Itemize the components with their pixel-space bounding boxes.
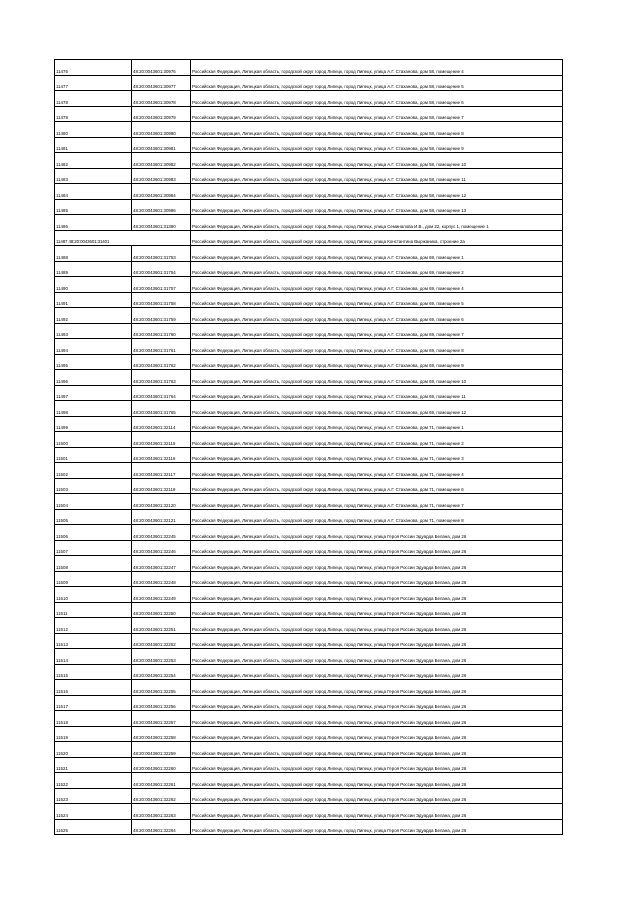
address-cell: Российская Федерация, Липецкая область, городской округ город Липецк, город Липецк, улица А.Г. Стаханова, дом 58, помещение 4 [191,60,563,76]
cadastral-number-cell: 48:20:0043601:32256 [132,695,191,711]
row-number-cell: 11486 [55,215,132,231]
table-row [55,447,563,463]
row-number-cell: 11517 [55,695,132,711]
cadastral-number-cell: 48:20:0043601:32261 [132,773,191,789]
cadastral-number-cell: 48:20:0043601:30979 [132,106,191,122]
row-number-cell: 11479 [55,106,132,122]
cadastral-number-cell: 48:20:0043601:32115 [132,432,191,448]
cadastral-number-cell: 48:20:0043601:32263 [132,804,191,820]
cadastral-number-cell: 48:20:0043601:32246 [132,540,191,556]
address-cell: Российская Федерация, Липецкая область, городской округ город Липецк, город Липецк, улица Героя России Эдуарда Белана, дом 26 [191,618,563,634]
row-number-cell: 11489 [55,261,132,277]
cadastral-number-cell: 48:20:0043601:32251 [132,618,191,634]
cadastral-number-cell: 48:20:0043601:31390 [132,215,191,231]
cadastral-number-cell: 48:20:0043601:32120 [132,494,191,510]
row-number-cell: 11519 [55,726,132,742]
address-cell: Российская Федерация, Липецкая область, городской округ город Липецк, город Липецк, улица А.Г. Стаханова, дом 69, помещение 8 [191,339,563,355]
address-cell: Российская Федерация, Липецкая область, городской округ город Липецк, город Липецк, улица А.Г. Стаханова, дом 58, помещение 5 [191,75,563,91]
address-cell: Российская Федерация, Липецкая область, городской округ город Липецк, город Липецк, улица Героя России Эдуарда Белана, дом 26 [191,525,563,541]
cadastral-number-cell: 48:20:0043601:31760 [132,323,191,339]
table-row [55,199,563,215]
cadastral-number-cell: 48:20:0043601:32259 [132,742,191,758]
cadastral-number-cell: 48:20:0043601:31757 [132,277,191,293]
address-cell: Российская Федерация, Липецкая область, городской округ город Липецк, город Липецк, улица Героя России Эдуарда Белана, дом 26 [191,819,563,835]
cadastral-number-cell: 48:20:0043601:32248 [132,571,191,587]
row-number-cell: 11524 [55,804,132,820]
address-cell: Российская Федерация, Липецкая область, городской округ город Липецк, город Липецк, улица А.Г. Стаханова, дом 58, помещение 12 [191,184,563,200]
cadastral-number-cell: 48:20:0043601:32257 [132,711,191,727]
row-number-cell: 11515 [55,664,132,680]
table-row [55,60,563,76]
cadastral-number-cell: 48:20:0043601:31761 [132,339,191,355]
address-cell: Российская Федерация, Липецкая область, городской округ город Липецк, город Липецк, улица Героя России Эдуарда Белана, дом 26 [191,773,563,789]
cadastral-number-cell: 48:20:0043601:32264 [132,819,191,835]
cadastral-number-cell: 48:20:0043601:32116 [132,447,191,463]
row-number-cell: 11482 [55,153,132,169]
row-number-cell: 11510 [55,587,132,603]
address-cell: Российская Федерация, Липецкая область, городской округ город Липецк, город Липецк, улица А.Г. Стаханова, дом 69, помещение 11 [191,385,563,401]
table-row [55,478,563,494]
address-cell: Российская Федерация, Липецкая область, городской округ город Липецк, город Липецк, улица А.Г. Стаханова, дом 71, помещение 4 [191,463,563,479]
row-number-cell: 11521 [55,757,132,773]
cadastral-number-cell: 48:20:0043601:30986 [132,199,191,215]
table-body [55,60,563,835]
row-number-cell: 11508 [55,556,132,572]
table-row [55,370,563,386]
cadastral-number-cell: 48:20:0043601:32249 [132,587,191,603]
row-number-cell: 11492 [55,308,132,324]
address-cell: Российская Федерация, Липецкая область, городской округ город Липецк, город Липецк, улица А.Г. Стаханова, дом 58, помещение 7 [191,106,563,122]
table-row [55,106,563,122]
cadastral-number-cell: 48:20:0043601:32254 [132,664,191,680]
cadastral-number-cell: 48:20:0043601:32118 [132,478,191,494]
cadastral-number-cell: 48:20:0043601:30980 [132,122,191,138]
address-cell: Российская Федерация, Липецкая область, городской округ город Липецк, город Липецк, улица А.Г. Стаханова, дом 71, помещение 3 [191,447,563,463]
cadastral-number-cell: 48:20:0043601:32252 [132,633,191,649]
row-number-cell: 11481 [55,137,132,153]
table-row [55,432,563,448]
address-cell: Российская Федерация, Липецкая область, городской округ город Липецк, город Липецк, улица Героя России Эдуарда Белана, дом 26 [191,571,563,587]
table-row [55,773,563,789]
cadastral-number-cell: 48:20:0043601:32245 [132,525,191,541]
cadastral-number-cell: 48:20:0043601:32260 [132,757,191,773]
table-row [55,525,563,541]
row-number-cell: 11478 [55,91,132,107]
row-number-cell: 11484 [55,184,132,200]
address-cell: Российская Федерация, Липецкая область, городской округ город Липецк, город Липецк, улица Героя России Эдуарда Белана, дом 26 [191,556,563,572]
table-row [55,184,563,200]
table-row [55,168,563,184]
table-row [55,618,563,634]
address-cell: Российская Федерация, Липецкая область, городской округ город Липецк, город Липецк, улица А.Г. Стаханова, дом 58, помещение 8 [191,122,563,138]
table-row [55,742,563,758]
address-cell: Российская Федерация, Липецкая область, городской округ город Липецк, город Липецк, улица А.Г. Стаханова, дом 69, помещение 9 [191,354,563,370]
row-number-cell: 11520 [55,742,132,758]
cadastral-number-cell: 48:20:0043601:30981 [132,137,191,153]
row-number-cell: 11498 [55,401,132,417]
row-number-cell: 11502 [55,463,132,479]
table-row [55,277,563,293]
table-row [55,153,563,169]
cadastral-number-cell: 48:20:0043601:31759 [132,308,191,324]
cadastral-number-cell: 48:20:0043601:32262 [132,788,191,804]
cadastral-number-cell: 48:20:0043601:32117 [132,463,191,479]
table-row [55,416,563,432]
address-cell: Российская Федерация, Липецкая область, городской округ город Липецк, город Липецк, улица А.Г. Стаханова, дом 71, помещение 2 [191,432,563,448]
cadastral-number-cell: 48:20:0043601:31753 [132,246,191,262]
table-row [55,308,563,324]
row-number-cell: 11490 [55,277,132,293]
cadastral-number-cell: 48:20:0043601:32121 [132,509,191,525]
row-number-cell: 11499 [55,416,132,432]
table-row [55,230,563,246]
address-cell: Российская Федерация, Липецкая область, городской округ город Липецк, город Липецк, улица Героя России Эдуарда Белана, дом 26 [191,587,563,603]
cadastral-number-cell: 48:20:0043601:30976 [132,60,191,76]
address-cell: Российская Федерация, Липецкая область, городской округ город Липецк, город Липецк, улица А.Г. Стаханова, дом 58, помещение 11 [191,168,563,184]
address-cell: Российская Федерация, Липецкая область, городской округ город Липецк, город Липецк, улица Героя России Эдуарда Белана, дом 26 [191,788,563,804]
row-number-cell: 11485 [55,199,132,215]
address-cell: Российская Федерация, Липецкая область, городской округ город Липецк, город Липецк, улица Героя России Эдуарда Белана, дом 26 [191,602,563,618]
cadastral-number-cell: 48:20:0043601:30977 [132,75,191,91]
table-row [55,385,563,401]
address-cell: Российская Федерация, Липецкая область, городской округ город Липецк, город Липецк, улица Героя России Эдуарда Белана, дом 26 [191,757,563,773]
address-cell: Российская Федерация, Липецкая область, городской округ город Липецк, город Липецк, улица А.Г. Стаханова, дом 58, помещение 6 [191,91,563,107]
address-cell: Российская Федерация, Липецкая область, городской округ город Липецк, город Липецк, улица А.Г. Стаханова, дом 71, помещение 6 [191,478,563,494]
row-number-cell: 11493 [55,323,132,339]
row-number-cell: 11494 [55,339,132,355]
cadastral-number-cell: 48:20:0043601:32250 [132,602,191,618]
address-cell: Российская Федерация, Липецкая область, городской округ город Липецк, город Липецк, улица Героя России Эдуарда Белана, дом 26 [191,695,563,711]
document-table [54,59,563,835]
row-number-cadastral-cell: 11487 48:20:0043601:31401 [55,230,191,246]
table-row [55,788,563,804]
address-cell: Российская Федерация, Липецкая область, городской округ город Липецк, город Липецк, улица Героя России Эдуарда Белана, дом 26 [191,726,563,742]
address-cell: Российская Федерация, Липецкая область, городской округ город Липецк, город Липецк, улица Героя России Эдуарда Белана, дом 26 [191,633,563,649]
table-row [55,602,563,618]
address-cell: Российская Федерация, Липецкая область, городской округ город Липецк, город Липецк, улица А.Г. Стаханова, дом 69, помещение 10 [191,370,563,386]
table-row [55,463,563,479]
table-row [55,137,563,153]
address-cell: Российская Федерация, Липецкая область, городской округ город Липецк, город Липецк, улица А.Г. Стаханова, дом 71, помещение 8 [191,509,563,525]
table-row [55,323,563,339]
table-row [55,757,563,773]
address-cell: Российская Федерация, Липецкая область, городской округ город Липецк, город Липецк, улица Семиналова И.В., дом 22, корпус 1, помещение 1 [191,215,563,231]
table-row [55,292,563,308]
cadastral-number-cell: 48:20:0043601:31764 [132,385,191,401]
address-cell: Российская Федерация, Липецкая область, городской округ город Липецк, город Липецк, улица А.Г. Стаханова, дом 69, помещение 12 [191,401,563,417]
cadastral-number-cell: 48:20:0043601:31763 [132,370,191,386]
row-number-cell: 11477 [55,75,132,91]
row-number-cell: 11511 [55,602,132,618]
table-row [55,540,563,556]
cadastral-number-cell: 48:20:0043601:32247 [132,556,191,572]
table-row [55,215,563,231]
address-cell: Российская Федерация, Липецкая область, городской округ город Липецк, город Липецк, улица Героя России Эдуарда Белана, дом 26 [191,664,563,680]
row-number-cell: 11480 [55,122,132,138]
cadastral-number-cell: 48:20:0043601:30982 [132,153,191,169]
address-cell: Российская Федерация, Липецкая область, городской округ город Липецк, город Липецк, улица Героя России Эдуарда Белана, дом 26 [191,742,563,758]
row-number-cell: 11496 [55,370,132,386]
row-number-cell: 11503 [55,478,132,494]
address-cell: Российская Федерация, Липецкая область, городской округ город Липецк, город Липецк, улица А.Г. Стаханова, дом 71, помещение 7 [191,494,563,510]
table-row [55,122,563,138]
address-cell: Российская Федерация, Липецкая область, городской округ город Липецк, город Липецк, улица Героя России Эдуарда Белана, дом 26 [191,804,563,820]
table-row [55,246,563,262]
row-number-cell: 11476 [55,60,132,76]
row-number-cell: 11500 [55,432,132,448]
row-number-cell: 11507 [55,540,132,556]
cadastral-number-cell: 48:20:0043601:32255 [132,680,191,696]
row-number-cell: 11525 [55,819,132,835]
table-row [55,726,563,742]
table-row [55,261,563,277]
row-number-cell: 11483 [55,168,132,184]
table-row [55,633,563,649]
cadastral-number-cell: 48:20:0043601:30978 [132,91,191,107]
address-cell: Российская Федерация, Липецкая область, городской округ город Липецк, город Липецк, улица Героя России Эдуарда Белана, дом 26 [191,540,563,556]
table-row [55,695,563,711]
row-number-cell: 11522 [55,773,132,789]
table-row [55,354,563,370]
table-row [55,401,563,417]
table-row [55,587,563,603]
address-cell: Российская Федерация, Липецкая область, городской округ город Липецк, город Липецк, улица А.Г. Стаханова, дом 69, помещение 7 [191,323,563,339]
row-number-cell: 11523 [55,788,132,804]
table-row [55,494,563,510]
table-row [55,664,563,680]
table-row [55,509,563,525]
address-cell: Российская Федерация, Липецкая область, городской округ город Липецк, город Липецк, улица Героя России Эдуарда Белана, дом 26 [191,711,563,727]
row-number-cell: 11497 [55,385,132,401]
row-number-cell: 11501 [55,447,132,463]
row-number-cell: 11513 [55,633,132,649]
row-number-cell: 11488 [55,246,132,262]
cadastral-number-cell: 48:20:0043601:31762 [132,354,191,370]
table-row [55,91,563,107]
cadastral-number-cell: 48:20:0043601:30984 [132,184,191,200]
cadastral-number-cell: 48:20:0043601:32253 [132,649,191,665]
table-row [55,649,563,665]
row-number-cell: 11516 [55,680,132,696]
row-number-cell: 11518 [55,711,132,727]
cadastral-number-cell: 48:20:0043601:31758 [132,292,191,308]
table-row [55,571,563,587]
row-number-cell: 11514 [55,649,132,665]
cadastral-number-cell: 48:20:0043601:32258 [132,726,191,742]
address-cell: Российская Федерация, Липецкая область, городской округ город Липецк, город Липецк, улица А.Г. Стаханова, дом 58, помещение 13 [191,199,563,215]
address-cell: Российская Федерация, Липецкая область, городской округ город Липецк, город Липецк, улица А.Г. Стаханова, дом 58, помещение 10 [191,153,563,169]
address-cell: Российская Федерация, Липецкая область, городской округ город Липецк, город Липецк, улица Константина Выржаника, строение 2а [191,230,563,246]
cadastral-number-cell: 48:20:0043601:30983 [132,168,191,184]
address-cell: Российская Федерация, Липецкая область, городской округ город Липецк, город Липецк, улица Героя России Эдуарда Белана, дом 26 [191,680,563,696]
row-number-cell: 11506 [55,525,132,541]
table-row [55,711,563,727]
address-cell: Российская Федерация, Липецкая область, городской округ город Липецк, город Липецк, улица Героя России Эдуарда Белана, дом 26 [191,649,563,665]
table-row [55,339,563,355]
address-cell: Российская Федерация, Липецкая область, городской округ город Липецк, город Липецк, улица А.Г. Стаханова, дом 69, помещение 6 [191,308,563,324]
address-cell: Российская Федерация, Липецкая область, городской округ город Липецк, город Липецк, улица А.Г. Стаханова, дом 58, помещение 9 [191,137,563,153]
table-row [55,804,563,820]
row-number-cell: 11512 [55,618,132,634]
row-number-cell: 11505 [55,509,132,525]
address-cell: Российская Федерация, Липецкая область, городской округ город Липецк, город Липецк, улица А.Г. Стаханова, дом 71, помещение 1 [191,416,563,432]
cadastral-number-cell: 48:20:0043601:31765 [132,401,191,417]
row-number-cell: 11495 [55,354,132,370]
row-number-cell: 11509 [55,571,132,587]
table-row [55,75,563,91]
address-cell: Российская Федерация, Липецкая область, городской округ город Липецк, город Липецк, улица А.Г. Стаханова, дом 69, помещение 5 [191,292,563,308]
address-cell: Российская Федерация, Липецкая область, городской округ город Липецк, город Липецк, улица А.Г. Стаханова, дом 69, помещение 4 [191,277,563,293]
table-row [55,556,563,572]
address-cell: Российская Федерация, Липецкая область, городской округ город Липецк, город Липецк, улица А.Г. Стаханова, дом 69, помещение 1 [191,246,563,262]
row-number-cell: 11491 [55,292,132,308]
cadastral-number-cell: 48:20:0043601:31754 [132,261,191,277]
table-row [55,819,563,835]
address-cell: Российская Федерация, Липецкая область, городской округ город Липецк, город Липецк, улица А.Г. Стаханова, дом 69, помещение 2 [191,261,563,277]
table-row [55,680,563,696]
cadastral-number-cell: 48:20:0043601:32114 [132,416,191,432]
row-number-cell: 11504 [55,494,132,510]
